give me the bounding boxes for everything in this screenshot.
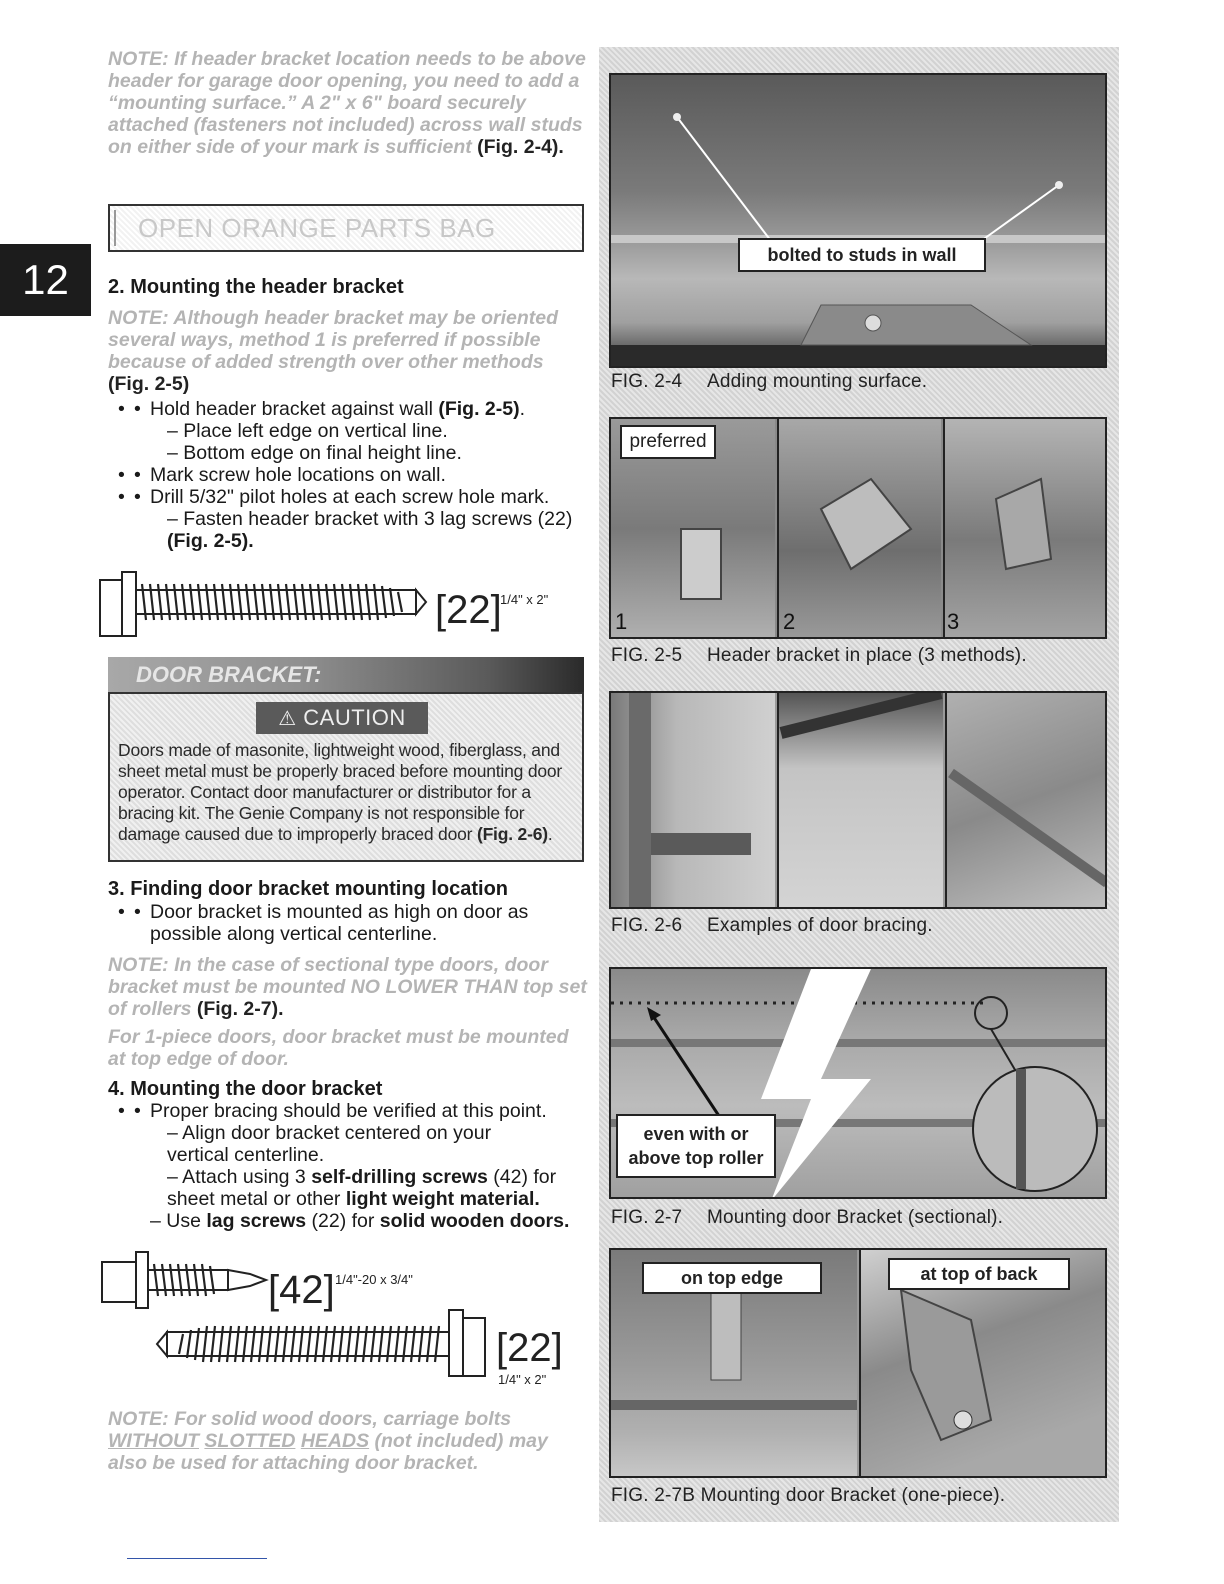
step3-note-sectional-text: NOTE: In the case of sectional type doors, door bracket must be mounted NO LOWER THAN top set of rollers — [108, 954, 587, 1020]
step2-note-text: NOTE: Although header bracket may be oriented several ways, method 1 is preferred if possible because of added strength over other methods — [108, 307, 559, 373]
step2-note-ref: (Fig. 2-5) — [108, 373, 190, 395]
screw-42-label: [42] — [268, 1268, 335, 1312]
step2-bullet-3: • • Drill 5/32" pilot holes at each screw hole mark. — [150, 487, 549, 509]
fig27-caption-text: Mounting door Bracket (sectional). — [707, 1207, 1004, 1228]
screw-22-size-top: 1/4" x 2" — [500, 592, 549, 607]
page-number-tab: 12 — [0, 244, 91, 316]
note-carriage-bolts — [108, 1408, 578, 1474]
fig27-caption — [611, 1207, 1003, 1229]
note-carriage-bolts-u2: SLOTTED — [204, 1430, 296, 1452]
step4-dash-2-cont — [167, 1189, 540, 1211]
screw-22-size-bottom: 1/4" x 2" — [498, 1372, 547, 1387]
fig27-callout-line1: even with or — [643, 1124, 749, 1144]
step2-note — [108, 307, 588, 395]
step2-dash-3-ref-text: (Fig. 2-5) — [167, 530, 249, 552]
caution-text-ref: (Fig. 2-6) — [476, 824, 548, 844]
step2-dash-3: – Fasten header bracket with 3 lag screws (22) — [167, 508, 573, 530]
fig25-caption — [611, 645, 1027, 667]
step4-dash-2-pre: – Attach using 3 — [167, 1166, 312, 1188]
step2-bullet-1-ref: (Fig. 2-5) — [438, 398, 520, 420]
fig27-callout — [616, 1114, 776, 1178]
note-carriage-bolts-u1: WITHOUT — [108, 1430, 199, 1452]
note-carriage-bolts-u3: HEADS — [300, 1430, 370, 1452]
open-orange-parts-bag-box: OPEN ORANGE PARTS BAG — [108, 204, 584, 252]
step4-dash-1-cont: vertical centerline. — [167, 1144, 325, 1166]
fig24-callout: bolted to studs in wall — [738, 238, 986, 272]
step4-dash-1: – Align door bracket centered on your — [167, 1122, 492, 1144]
screw-42-size: 1/4"-20 x 3/4" — [335, 1272, 413, 1287]
step4-heading: 4. Mounting the door bracket — [108, 1078, 383, 1100]
fig27b-caption-text: Mounting door Bracket (one-piece). — [700, 1485, 1006, 1506]
fig27b-caption — [611, 1485, 1005, 1507]
fig25-callout-preferred: preferred — [620, 425, 716, 459]
fig26-label: FIG. 2-6 — [611, 915, 683, 936]
fig26-bracing-lines — [611, 693, 1107, 909]
step4-bullet-1: • • Proper bracing should be verified at this point. — [150, 1101, 547, 1123]
step4-dash-2-cont-bold: light weight material. — [345, 1188, 540, 1210]
step4-dash-3 — [150, 1211, 569, 1233]
step2-dash-2: – Bottom edge on final height line. — [167, 442, 462, 464]
step3-note-onepiece: For 1-piece doors, door bracket must be mounted at top edge of door. — [108, 1026, 569, 1070]
warning-triangle-icon: ⚠ — [278, 708, 297, 730]
step2-bullet-3-text: Drill 5/32" pilot holes at each screw hole mark. — [150, 486, 550, 508]
fig27b-callout-left: on top edge — [642, 1262, 822, 1294]
step2-bullet-2-text: Mark screw hole locations on wall. — [150, 464, 446, 486]
fig24-label: FIG. 2-4 — [611, 371, 683, 392]
step2-dash-1: – Place left edge on vertical line. — [167, 420, 448, 442]
fig24-photo — [609, 73, 1107, 368]
lag-screw-22-icon — [98, 566, 428, 638]
door-bracket-banner: DOOR BRACKET: — [108, 657, 584, 692]
fig25-number-2: 2 — [783, 609, 796, 634]
fig26-caption-text: Examples of door bracing. — [707, 915, 933, 936]
step4-dash-3-bold1: lag screws — [206, 1210, 307, 1232]
step3-note-sectional-ref: (Fig. 2-7) — [196, 998, 279, 1020]
fig24-caption — [611, 371, 927, 393]
fig27-callout-line2: above top roller — [628, 1148, 764, 1168]
step2-heading: 2. Mounting the header bracket — [108, 276, 404, 298]
fig26-caption — [611, 915, 933, 937]
note-text: NOTE: If header bracket location needs to be above header for garage door opening, you need to add a “mounting surface.” A 2" x 6" board securely attached (fasteners not included) across wall studs on either side of your mark is sufficient — [108, 48, 586, 158]
screw-22-label-top: [22] — [435, 588, 502, 632]
caution-text: Doors made of masonite, lightweight wood, fiberglass, and sheet metal must be properly braced before mounting door operator. Contact door manufacturer or distributor for a bracing kit. The Genie Company is not responsible for damage caused due to improperly braced door (Fig. 2-6). — [118, 740, 563, 844]
step4-dash-2-bold: self-drilling screws — [311, 1166, 488, 1188]
step3-bullet-1-text: Door bracket is mounted as high on door as — [150, 901, 529, 923]
fig24-pointer-lines — [611, 75, 1107, 368]
note-ref: (Fig. 2-4) — [477, 136, 559, 158]
screw-22-label-bottom: [22] — [496, 1326, 563, 1370]
fig25-caption-text: Header bracket in place (3 methods). — [707, 645, 1027, 666]
fig27b-callout-right: at top of back — [888, 1258, 1070, 1290]
step3-note-sectional: NOTE: In the case of sectional type doors, door bracket must be mounted NO LOWER THAN top set of rollers (Fig. 2-7). — [108, 954, 587, 1020]
note-end: . — [558, 136, 564, 158]
step2-bullet-2: • • Mark screw hole locations on wall. — [150, 465, 446, 487]
step4-dash-2-post: (42) for — [487, 1166, 557, 1188]
step4-dash-3-pre: – Use — [150, 1210, 207, 1232]
step4-bullet-1-text: Proper bracing should be verified at this point. — [150, 1100, 547, 1122]
step4-dash-2 — [167, 1167, 556, 1189]
fig26-photo — [609, 691, 1107, 909]
caution-badge — [256, 702, 428, 734]
lag-screw-22-bottom-icon — [155, 1306, 487, 1380]
fig25-number-3: 3 — [947, 609, 960, 634]
fig25-label: FIG. 2-5 — [611, 645, 683, 666]
note-carriage-bolts-post: (not included) may also be used for attaching door bracket. — [108, 1430, 548, 1474]
step3-heading: 3. Finding door bracket mounting location — [108, 878, 508, 900]
step3-bullet-1: • • Door bracket is mounted as high on door as — [150, 902, 528, 924]
step4-dash-3-bold2: solid wooden doors. — [379, 1210, 570, 1232]
step2-dash-3-ref: (Fig. 2-5). — [167, 530, 254, 552]
step3-bullet-1-cont: possible along vertical centerline. — [150, 923, 438, 945]
step2-bullet-1-text: Hold header bracket against wall — [150, 398, 433, 420]
fig27b-label: FIG. 2-7B — [611, 1485, 696, 1506]
fig27-label: FIG. 2-7 — [611, 1207, 683, 1228]
note-mounting-surface — [108, 48, 588, 158]
caution-text-body: Doors made of masonite, lightweight wood, fiberglass, and sheet metal must be properly braced before mounting door operator. Contact door manufacturer or distributor for a bracing kit. The Genie Company is not responsible for damage caused due to improperly braced door — [118, 740, 563, 844]
step4-dash-2-cont-pre: sheet metal or other — [167, 1188, 346, 1210]
fig24-caption-text: Adding mounting surface. — [707, 371, 928, 392]
step4-dash-3-mid: (22) for — [306, 1210, 380, 1232]
footer-rule — [127, 1558, 267, 1559]
fig25-number-1: 1 — [615, 609, 628, 634]
caution-badge-text: CAUTION — [303, 705, 406, 730]
note-carriage-bolts-pre: NOTE: For solid wood doors, carriage bolts — [108, 1408, 512, 1430]
step2-bullet-1: • • Hold header bracket against wall (Fig. 2-5). — [150, 399, 590, 421]
self-drilling-screw-42-icon — [100, 1248, 270, 1310]
